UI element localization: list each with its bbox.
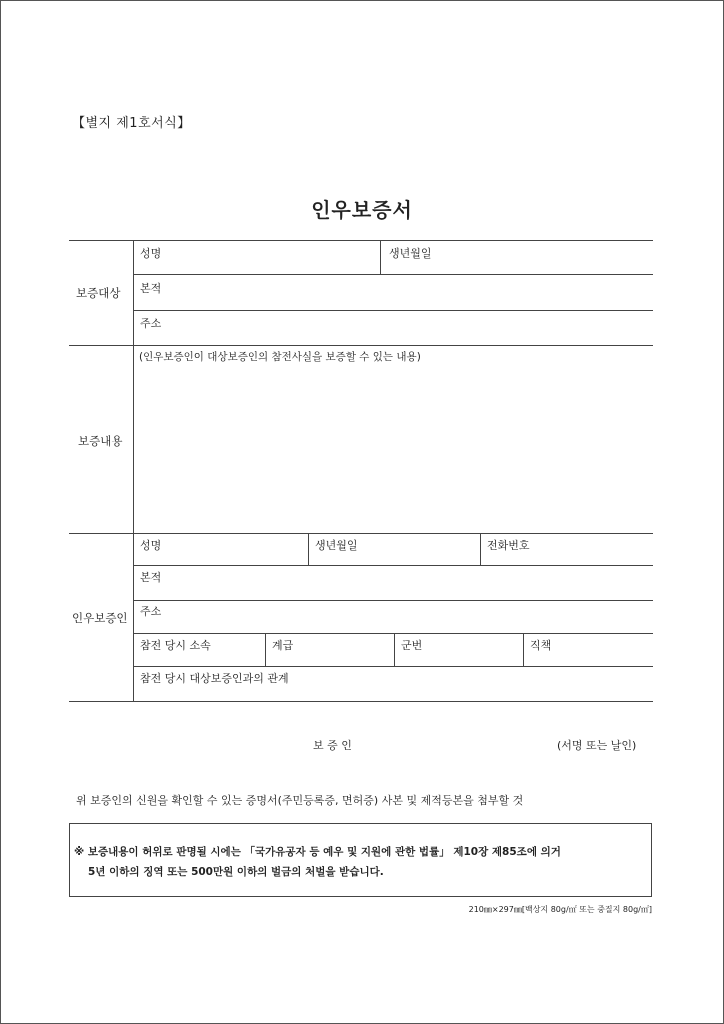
penalty-notice-line-1: ※ 보증내용이 허위로 판명될 시에는 「국가유공자 등 예우 및 지원에 관한 법률」 제10장 제85조에 의거	[74, 846, 561, 858]
guarantor-domicile-field[interactable]: 본적	[140, 571, 162, 584]
document-title: 인우보증서	[311, 198, 413, 222]
guarantor-unit-field[interactable]: 참전 당시 소속	[140, 639, 211, 652]
guarantor-phone-field[interactable]: 전화번호	[487, 539, 530, 552]
paper-spec-footer: 210㎜×297㎜[백상지 80g/㎡ 또는 중질지 80g/㎡]	[468, 905, 652, 914]
target-address-field[interactable]: 주소	[140, 317, 162, 330]
guarantor-address-field[interactable]: 주소	[140, 605, 162, 618]
guarantor-section-label: 인우보증인	[72, 611, 128, 625]
guarantor-name-field[interactable]: 성명	[140, 539, 162, 552]
target-section-label: 보증대상	[76, 286, 121, 300]
content-section-label: 보증내용	[78, 434, 123, 448]
penalty-notice-line-2: 5년 이하의 징역 또는 500만원 이하의 벌금의 처벌을 받습니다.	[88, 866, 384, 878]
content-hint[interactable]: (인우보증인이 대상보증인의 참전사실을 보증할 수 있는 내용)	[139, 351, 421, 363]
target-domicile-field[interactable]: 본적	[140, 282, 162, 295]
guarantor-birth-field[interactable]: 생년월일	[315, 539, 358, 552]
target-name-field[interactable]: 성명	[140, 247, 162, 260]
signature-hint[interactable]: (서명 또는 날인)	[557, 739, 637, 752]
signature-label: 보 증 인	[313, 739, 352, 752]
attachment-note: 위 보증인의 신원을 확인할 수 있는 증명서(주민등록증, 면허증) 사본 및 제적등본을 첨부할 것	[76, 794, 524, 807]
guarantor-service-number-field[interactable]: 군번	[401, 639, 423, 652]
penalty-notice-box	[69, 823, 652, 897]
guarantor-rank-field[interactable]: 계급	[272, 639, 294, 652]
guarantor-position-field[interactable]: 직책	[530, 639, 552, 652]
form-reference: 【별지 제1호서식】	[72, 116, 191, 131]
guarantor-relation-field[interactable]: 참전 당시 대상보증인과의 관계	[140, 672, 289, 685]
target-birth-field[interactable]: 생년월일	[389, 247, 432, 260]
